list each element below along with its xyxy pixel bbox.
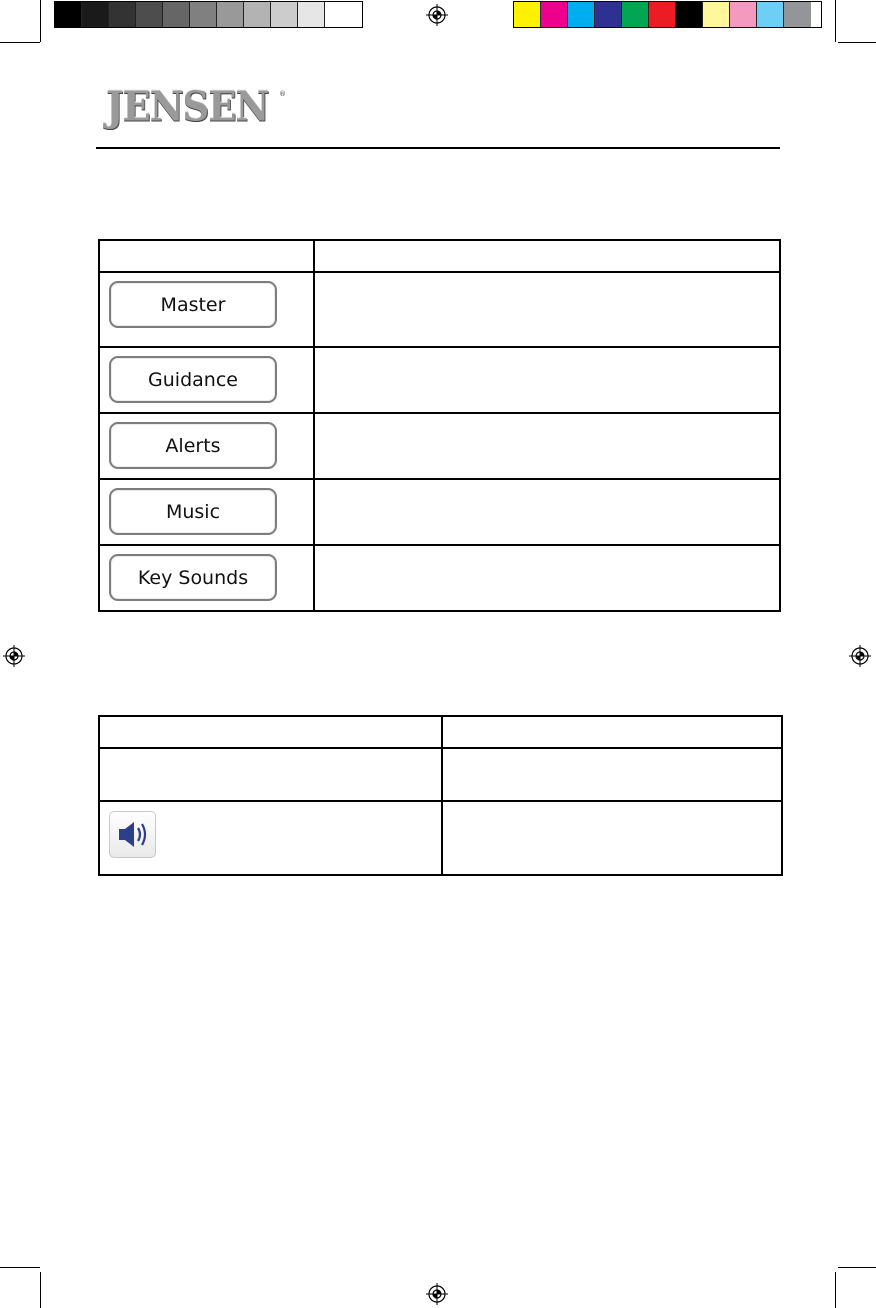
column-divider [441, 717, 443, 874]
gray-swatch [55, 2, 82, 27]
gray-swatch [109, 2, 136, 27]
volume-table [98, 715, 783, 876]
master-button[interactable]: Master [109, 281, 277, 328]
registration-mark-icon [3, 645, 25, 667]
color-swatch [649, 2, 676, 27]
guidance-button[interactable]: Guidance [109, 356, 277, 403]
alerts-button[interactable]: Alerts [109, 422, 277, 469]
registration-mark-icon [426, 1283, 448, 1305]
crop-mark [838, 42, 876, 43]
column-divider [313, 241, 315, 610]
registered-mark: ® [279, 90, 286, 98]
grayscale-color-bar [54, 1, 363, 28]
crop-mark [0, 42, 40, 43]
gray-swatch [217, 2, 244, 27]
color-swatch [514, 2, 541, 27]
table-row [100, 478, 779, 480]
jensen-logo: JENSEN [106, 82, 269, 131]
gray-swatch [298, 2, 325, 27]
gray-swatch [136, 2, 163, 27]
gray-swatch [190, 2, 217, 27]
table-row [100, 271, 779, 273]
speaker-button[interactable] [109, 811, 156, 858]
gray-swatch [271, 2, 298, 27]
color-swatch [730, 2, 757, 27]
color-swatch [541, 2, 568, 27]
color-swatch [703, 2, 730, 27]
registration-mark-icon [426, 4, 448, 26]
process-color-bar [513, 1, 822, 28]
color-swatch [757, 2, 784, 27]
sound-settings-table [98, 239, 781, 612]
table-row [100, 747, 781, 749]
crop-mark [40, 1272, 41, 1308]
color-swatch [595, 2, 622, 27]
crop-mark [835, 0, 836, 42]
header-rule [96, 147, 780, 149]
crop-mark [838, 1267, 876, 1268]
gray-swatch [244, 2, 271, 27]
speaker-icon [110, 812, 155, 857]
table-row [100, 800, 781, 802]
color-swatch [784, 2, 811, 27]
table-row [100, 346, 779, 348]
registration-mark-icon [849, 645, 871, 667]
table-row [100, 544, 779, 546]
key-sounds-button[interactable]: Key Sounds [109, 554, 277, 601]
crop-mark [835, 1272, 836, 1308]
color-swatch [622, 2, 649, 27]
music-button[interactable]: Music [109, 488, 277, 535]
gray-swatch [82, 2, 109, 27]
color-swatch [568, 2, 595, 27]
table-row [100, 412, 779, 414]
gray-swatch [163, 2, 190, 27]
gray-swatch [325, 2, 352, 27]
crop-mark [0, 1267, 40, 1268]
crop-mark [40, 0, 41, 42]
color-swatch [676, 2, 703, 27]
